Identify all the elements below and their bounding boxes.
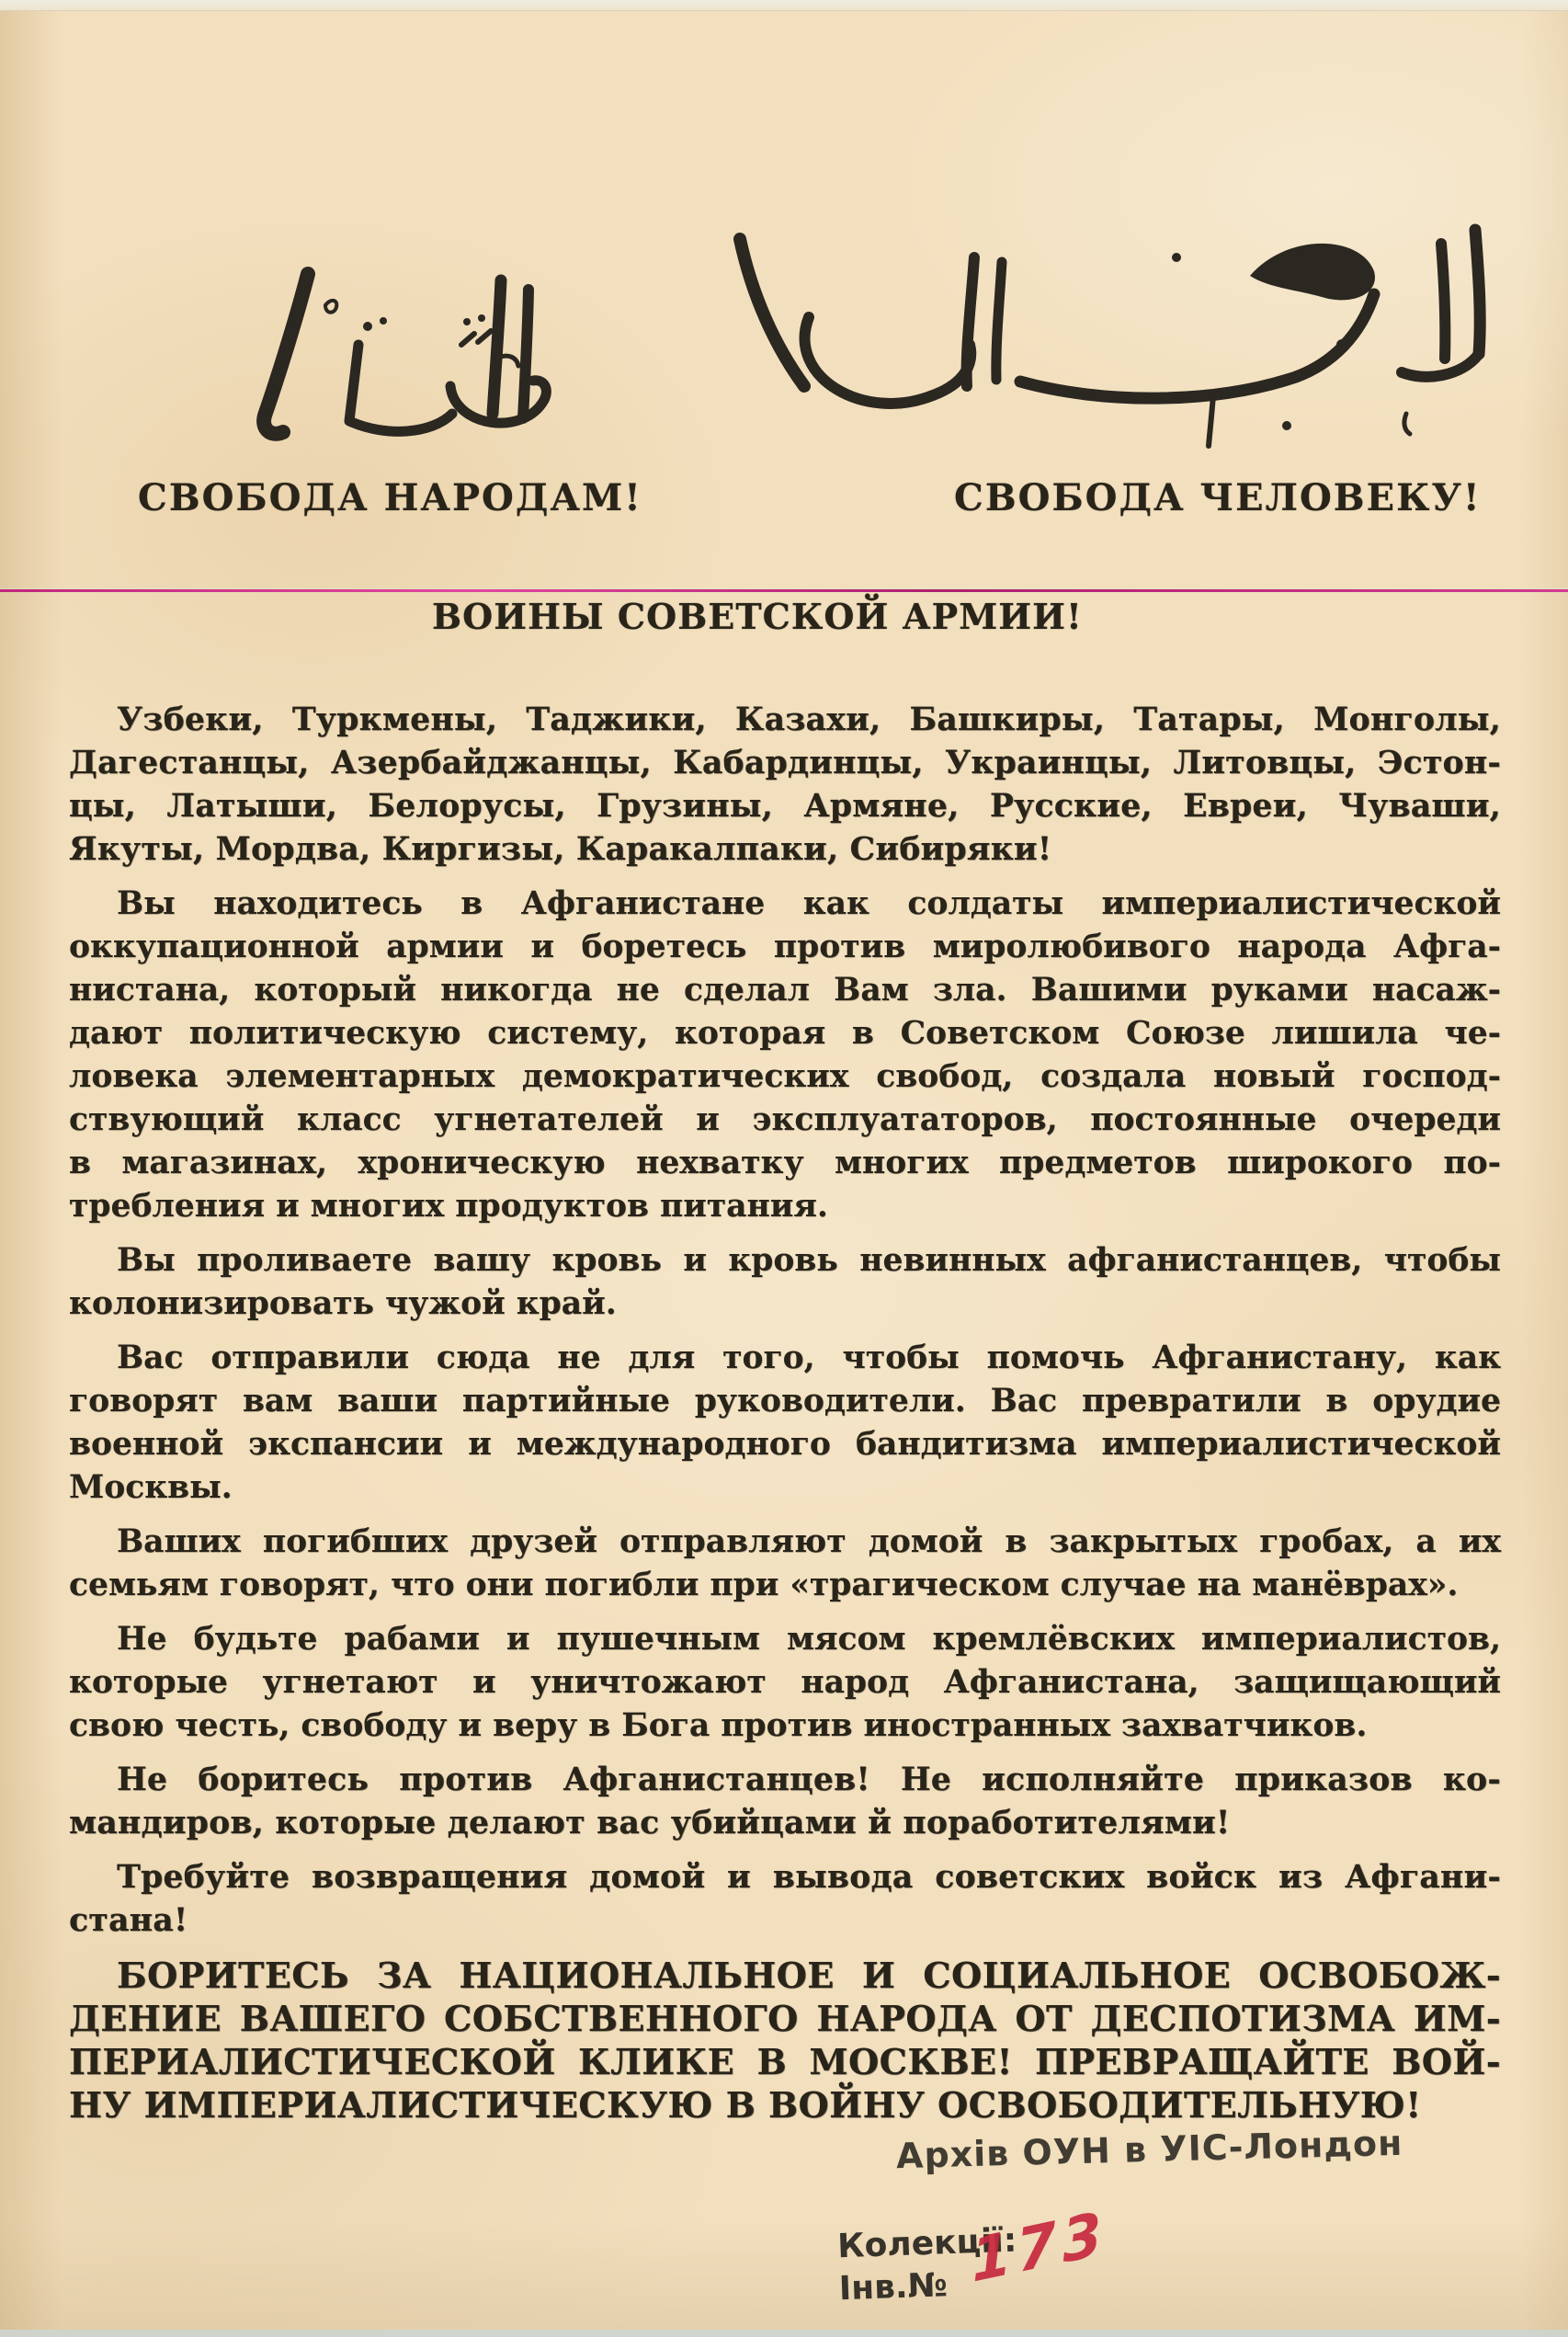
paragraph xyxy=(69,883,1501,1228)
collection-stamp-line2: Інв.№ xyxy=(838,2266,949,2308)
text-line: НУ ИМПЕРИАЛИСТИЧЕСКУЮ В ВОЙНУ ОСВОБОДИТЕЛЬНУЮ! xyxy=(69,2084,1422,2126)
text-line: ДЕНИЕ ВАШЕГО СОБСТВЕННОГО НАРОДА ОТ ДЕСПОТИЗМА ИМ- xyxy=(69,1998,1501,2039)
paragraph xyxy=(69,1521,1501,1607)
text-line: дают политическую систему, которая в Советском Союзе лишила че- xyxy=(69,1015,1501,1052)
text-line: ствующий класс угнетателей и эксплуататоров, постоянные очереди xyxy=(69,1101,1501,1138)
scan-edge-bottom xyxy=(0,2330,1568,2337)
text-line: в магазинах, хроническую нехватку многих предметов широкого по- xyxy=(69,1145,1501,1181)
collection-stamp-line1: Колекції: xyxy=(836,2221,1017,2266)
paragraph xyxy=(69,1759,1501,1845)
text-line: Вы находитесь в Афганистане как солдаты империалистической xyxy=(117,885,1501,922)
text-line: свою честь, свободу и веру в Бога против иностранных захватчиков. xyxy=(69,1707,1368,1744)
inventory-number-handwritten: 173 xyxy=(969,2198,1110,2297)
text-line: говорят вам ваши партийные руководители. Вас превратили в орудие xyxy=(69,1383,1501,1419)
text-line: оккупационной армии и боретесь против миролюбивого народа Афга- xyxy=(69,929,1501,965)
text-line: Вас отправили сюда не для того, чтобы помочь Афганистану, как xyxy=(117,1340,1501,1376)
text-line: ПЕРИАЛИСТИЧЕСКОЙ КЛИКЕ В МОСКВЕ! ПРЕВРАЩАЙТЕ ВОЙ- xyxy=(69,2041,1501,2082)
text-line: военной экспансии и международного бандитизма империалистической xyxy=(69,1426,1501,1463)
bismillah-calligraphy xyxy=(699,207,1530,450)
text-line: семьям говорят, что они погибли при «трагическом случае на манёврах». xyxy=(69,1567,1459,1603)
magenta-divider-line xyxy=(0,589,1568,592)
slogan-freedom-to-man: СВОБОДА ЧЕЛОВЕКУ! xyxy=(954,476,1482,519)
text-line: БОРИТЕСЬ ЗА НАЦИОНАЛЬНОЕ И СОЦИАЛЬНОЕ ОСВОБОЖ- xyxy=(117,1955,1501,1996)
text-line: колонизировать чужой край. xyxy=(69,1285,617,1322)
text-line: Не будьте рабами и пушечным мясом кремлёвских империалистов, xyxy=(117,1621,1501,1658)
allahu-akbar-calligraphy xyxy=(221,257,570,469)
paragraph xyxy=(69,1337,1501,1510)
text-line: Ваших погибших друзей отправляют домой в закрытых гробах, а их xyxy=(117,1523,1501,1560)
paragraph xyxy=(69,1618,1501,1748)
paragraph xyxy=(69,1856,1501,1943)
text-line: Москвы. xyxy=(69,1469,233,1506)
paragraph xyxy=(69,1954,1501,2126)
paragraph xyxy=(69,1239,1501,1326)
archive-stamp: Архів ОУН в УІС-Лондон xyxy=(895,2122,1403,2177)
text-line: Не боритесь против Афганистанцев! Не исполняйте приказов ко- xyxy=(117,1761,1501,1798)
text-line: которые угнетают и уничтожают народ Афганистана, защищающий xyxy=(69,1664,1501,1701)
text-line: мандиров, которые делают вас убийцами й поработителями! xyxy=(69,1805,1231,1841)
text-line: требления и многих продуктов питания. xyxy=(69,1188,828,1225)
scan-edge-top xyxy=(0,0,1568,11)
slogan-freedom-to-nations: СВОБОДА НАРОДАМ! xyxy=(138,476,642,519)
text-line: стана! xyxy=(69,1902,188,1939)
body-text xyxy=(69,699,1501,2126)
text-line: Узбеки, Туркмены, Таджики, Казахи, Башкиры, Татары, Монголы, xyxy=(117,701,1501,738)
text-line: Требуйте возвращения домой и вывода советских войск из Афгани- xyxy=(117,1859,1501,1896)
text-line: нистана, который никогда не сделал Вам зла. Вашими руками насаж- xyxy=(69,972,1501,1009)
page-title: ВОИНЫ СОВЕТСКОЙ АРМИИ! xyxy=(432,596,1083,637)
paragraph xyxy=(69,699,1501,872)
text-line: Якуты, Мордва, Киргизы, Каракалпаки, Сибиряки! xyxy=(69,831,1052,868)
text-line: цы, Латыши, Белорусы, Грузины, Армяне, Русские, Евреи, Чуваши, xyxy=(69,788,1501,825)
text-line: Дагестанцы, Азербайджанцы, Кабардинцы, Украинцы, Литовцы, Эстон- xyxy=(69,745,1501,781)
text-line: ловека элементарных демократических свобод, создала новый господ- xyxy=(69,1058,1501,1095)
text-line: Вы проливаете вашу кровь и кровь невинных афганистанцев, чтобы xyxy=(117,1242,1501,1279)
